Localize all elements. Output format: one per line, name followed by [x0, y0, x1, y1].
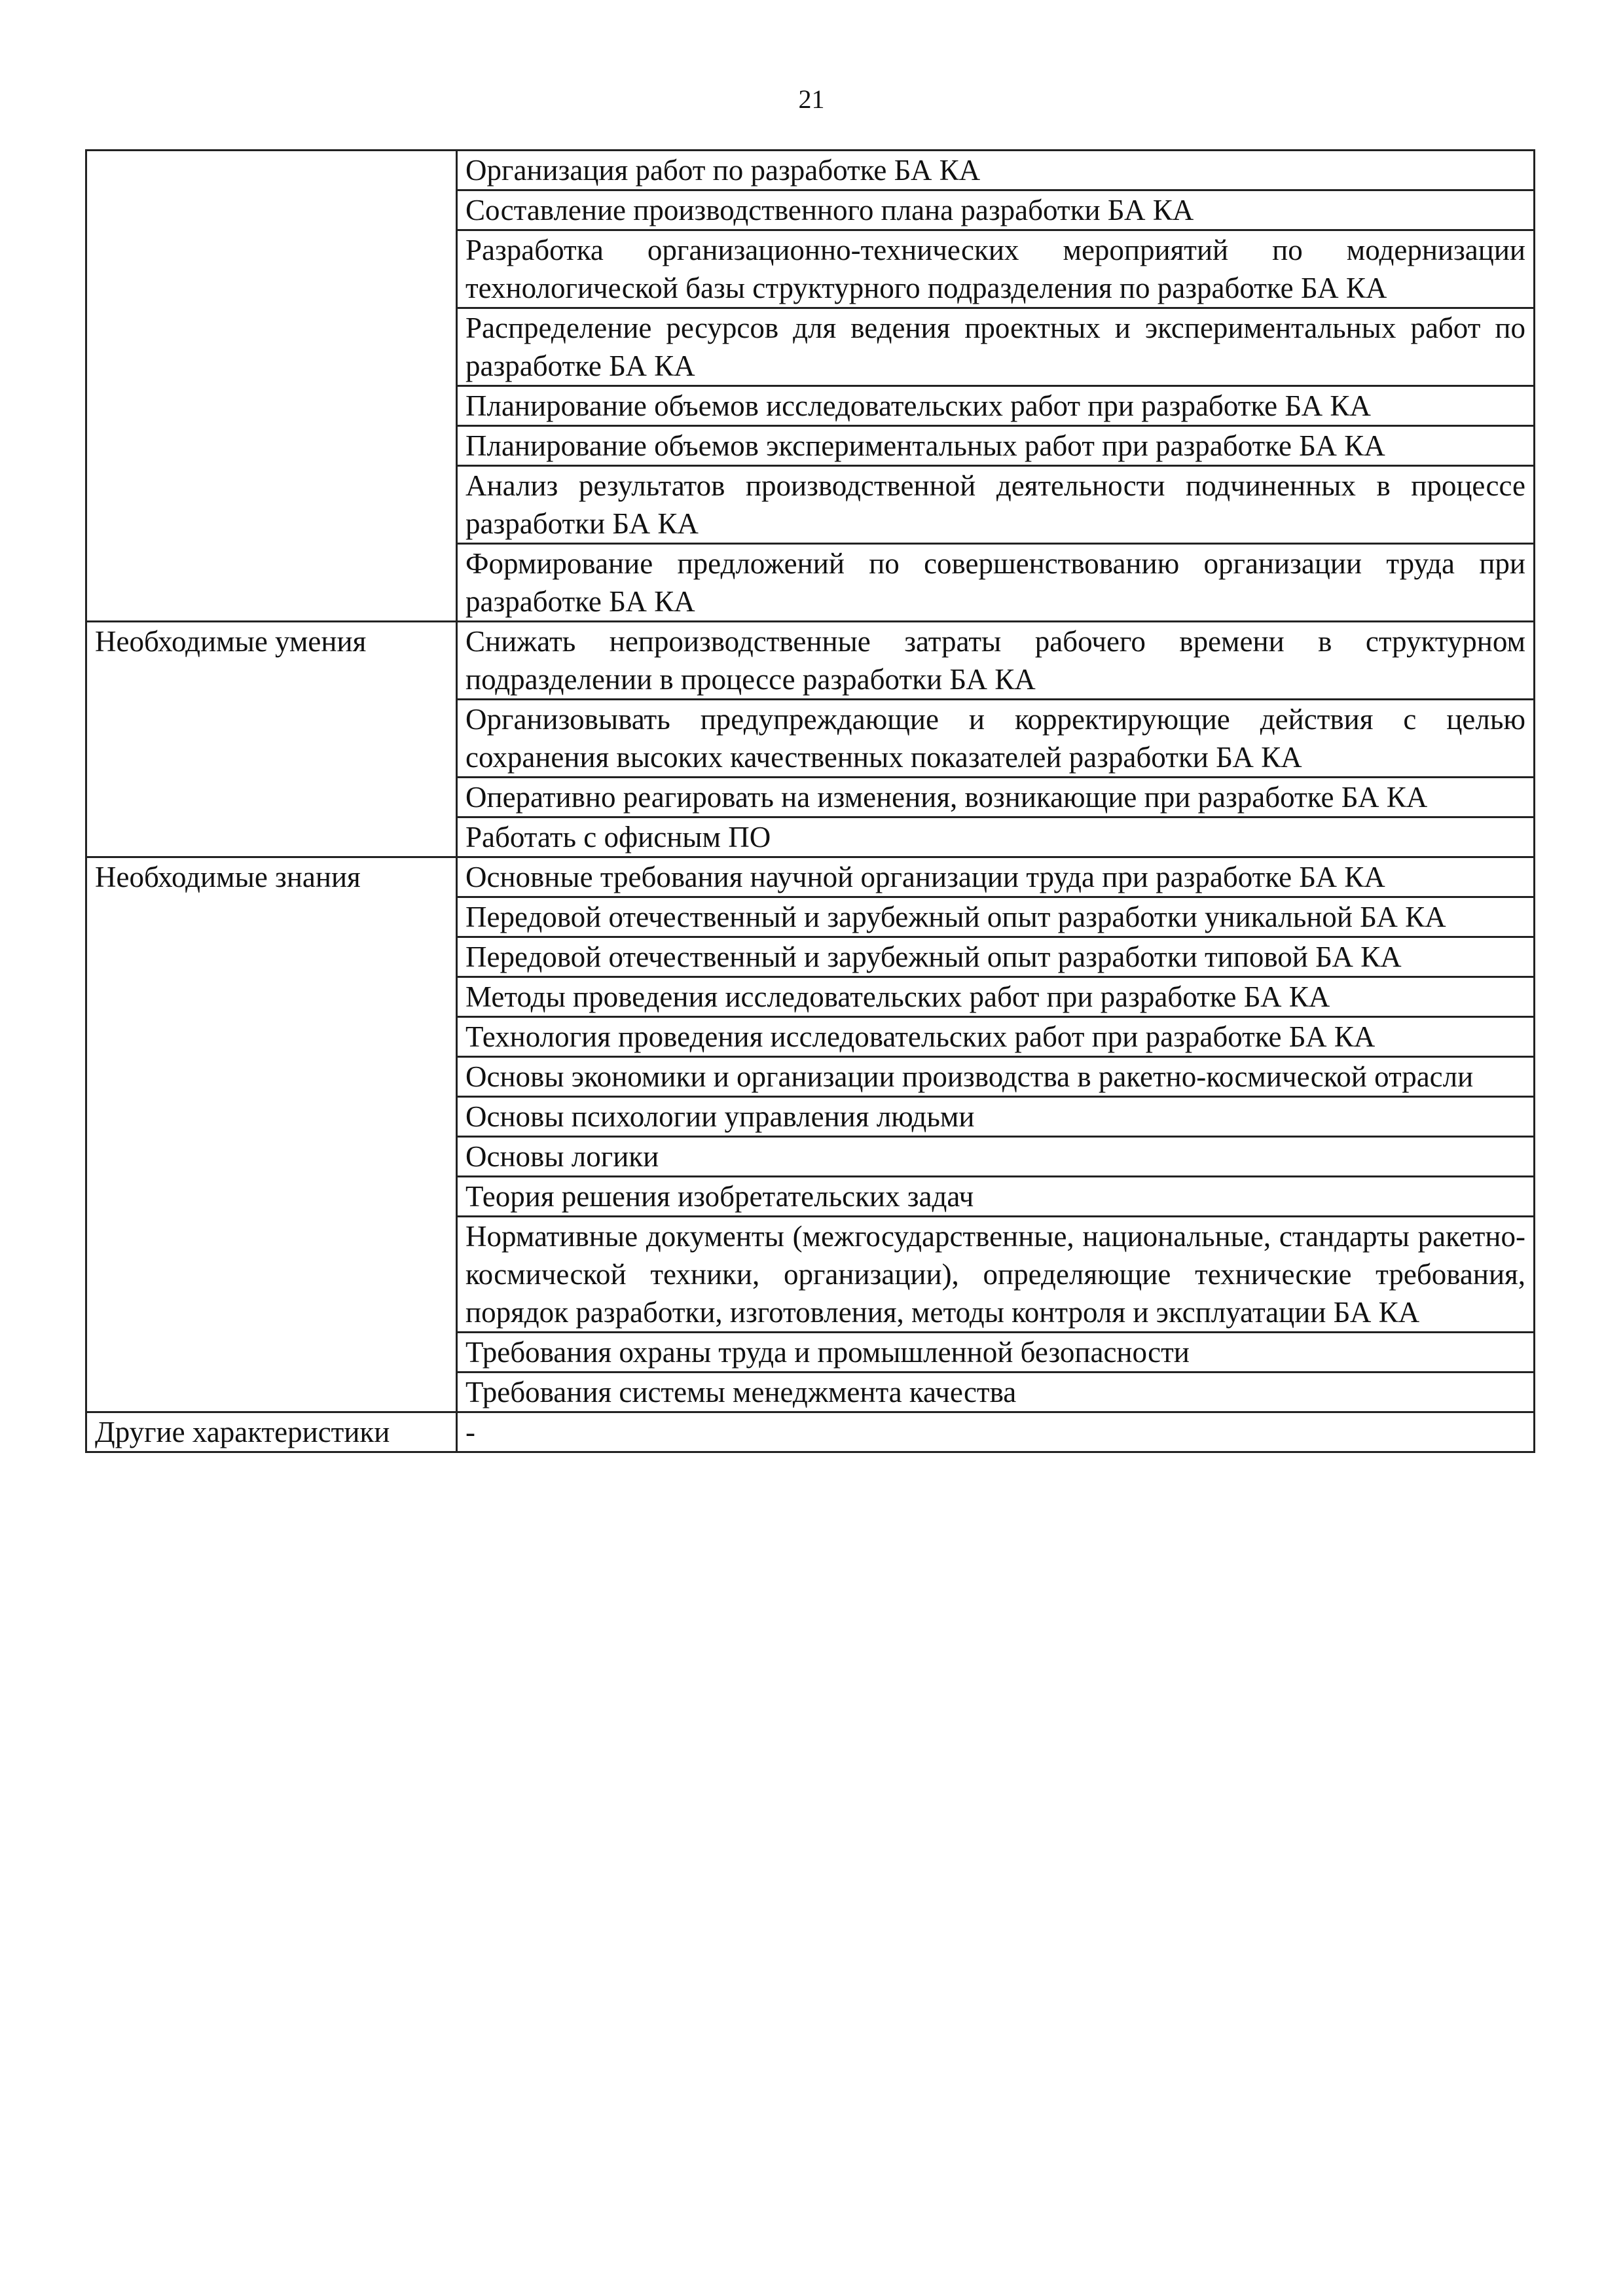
table-row [86, 700, 1535, 778]
item-text: Снижать непроизводственные затраты рабочего времени в структурном подразделении в процессе разработки БА КА [457, 622, 1535, 700]
section-label-cell [86, 1217, 457, 1333]
table-row [86, 544, 1535, 622]
item-text: Теория решения изобретательских задач [457, 1177, 1535, 1217]
item-text: Основы экономики и организации производства в ракетно-космической отрасли [457, 1057, 1535, 1097]
section-label-cell [86, 778, 457, 817]
section-label-cell [86, 1057, 457, 1097]
item-text: Планирование объемов исследовательских работ при разработке БА КА [457, 386, 1535, 426]
section-label-cell [86, 817, 457, 857]
table-row [86, 308, 1535, 386]
item-text: Основы логики [457, 1137, 1535, 1177]
section-label-cell [86, 1137, 457, 1177]
item-text: Оперативно реагировать на изменения, возникающие при разработке БА КА [457, 778, 1535, 817]
item-text: Технология проведения исследовательских работ при разработке БА КА [457, 1017, 1535, 1057]
table-row [86, 1372, 1535, 1412]
item-text: Организация работ по разработке БА КА [457, 151, 1535, 190]
item-text: Разработка организационно-технических мероприятий по модернизации технологической базы структурного подразделения по разработке БА КА [457, 230, 1535, 308]
item-text: Методы проведения исследовательских работ при разработке БА КА [457, 977, 1535, 1017]
item-text: Основы психологии управления людьми [457, 1097, 1535, 1137]
item-text: Распределение ресурсов для ведения проектных и экспериментальных работ по разработке БА КА [457, 308, 1535, 386]
table-row [86, 190, 1535, 230]
table-row [86, 466, 1535, 544]
table-row [86, 857, 1535, 897]
table-row [86, 1017, 1535, 1057]
item-text: Требования охраны труда и промышленной безопасности [457, 1333, 1535, 1372]
section-label-cell [86, 190, 457, 230]
table-row [86, 1217, 1535, 1333]
section-label-cell [86, 1177, 457, 1217]
section-label-cell [86, 1372, 457, 1412]
section-label-cell [86, 308, 457, 386]
section-label-cell [86, 977, 457, 1017]
section-label: Необходимые знания [86, 857, 457, 897]
page-number: 21 [798, 84, 825, 114]
item-text: Требования системы менеджмента качества [457, 1372, 1535, 1412]
section-label-cell [86, 230, 457, 308]
table-row [86, 817, 1535, 857]
table-row [86, 1057, 1535, 1097]
item-text: Передовой отечественный и зарубежный опыт разработки уникальной БА КА [457, 897, 1535, 937]
section-label-cell [86, 700, 457, 778]
qualification-table [85, 149, 1535, 1453]
item-text: Передовой отечественный и зарубежный опыт разработки типовой БА КА [457, 937, 1535, 977]
section-label: Другие характеристики [86, 1412, 457, 1452]
section-label-cell [86, 937, 457, 977]
table-row [86, 897, 1535, 937]
table-row [86, 1177, 1535, 1217]
table-row [86, 778, 1535, 817]
item-text: Анализ результатов производственной деятельности подчиненных в процессе разработки БА КА [457, 466, 1535, 544]
table-row [86, 622, 1535, 700]
section-label-cell [86, 1097, 457, 1137]
table-row [86, 1412, 1535, 1452]
table-row [86, 1097, 1535, 1137]
table-row [86, 977, 1535, 1017]
item-text: - [457, 1412, 1535, 1452]
section-label-cell [86, 1333, 457, 1372]
qualification-table-body [86, 151, 1535, 1452]
section-label [86, 151, 457, 190]
table-row [86, 230, 1535, 308]
section-label-cell [86, 1017, 457, 1057]
item-text: Организовывать предупреждающие и корректирующие действия с целью сохранения высоких качественных показателей разработки БА КА [457, 700, 1535, 778]
item-text: Формирование предложений по совершенствованию организации труда при разработке БА КА [457, 544, 1535, 622]
table-row [86, 386, 1535, 426]
table-row [86, 1137, 1535, 1177]
item-text: Основные требования научной организации труда при разработке БА КА [457, 857, 1535, 897]
item-text: Нормативные документы (межгосударственные, национальные, стандарты ракетно-космической техники, организации), определяющие технические требования, порядок разработки, изготовления, методы контроля и эксплуатации БА КА [457, 1217, 1535, 1333]
table-row [86, 426, 1535, 466]
table-row [86, 937, 1535, 977]
table-row [86, 151, 1535, 190]
section-label-cell [86, 386, 457, 426]
item-text: Составление производственного плана разработки БА КА [457, 190, 1535, 230]
item-text: Работать с офисным ПО [457, 817, 1535, 857]
section-label-cell [86, 544, 457, 622]
section-label-cell [86, 426, 457, 466]
section-label: Необходимые умения [86, 622, 457, 700]
item-text: Планирование объемов экспериментальных работ при разработке БА КА [457, 426, 1535, 466]
section-label-cell [86, 897, 457, 937]
section-label-cell [86, 466, 457, 544]
table-row [86, 1333, 1535, 1372]
